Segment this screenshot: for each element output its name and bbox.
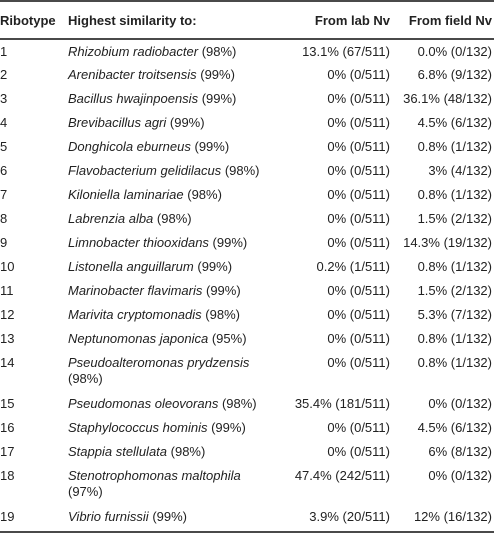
species-cell — [64, 255, 276, 279]
species-name: Flavobacterium gelidilacus — [68, 163, 222, 178]
header-similarity: Highest similarity to: — [64, 1, 276, 39]
species-name: Labrenzia alba — [68, 211, 154, 226]
table-row — [0, 279, 494, 303]
similarity-percent: (99%) — [197, 259, 233, 274]
field-nv-cell: 1.5% (2/132) — [417, 283, 492, 298]
table-row — [0, 183, 494, 207]
lab-nv-cell: 47.4% (242/511) — [294, 468, 390, 483]
table-row — [0, 207, 494, 231]
ribotype-cell: 13 — [0, 331, 15, 346]
species-cell — [64, 135, 276, 159]
lab-nv-cell: 0% (0/511) — [327, 283, 390, 298]
lab-nv-cell: 0% (0/511) — [327, 139, 390, 154]
field-nv-cell: 0.8% (1/132) — [417, 259, 492, 274]
lab-nv-cell: 0% (0/511) — [327, 67, 390, 82]
species-name: Bacillus hwajinpoensis — [68, 91, 199, 106]
header-row — [0, 1, 494, 39]
species-cell — [64, 231, 276, 255]
ribotype-cell: 14 — [0, 355, 15, 370]
species-name: Neptunomonas japonica — [68, 331, 209, 346]
similarity-percent: (99%) — [194, 139, 230, 154]
table-row — [0, 327, 494, 351]
table-row — [0, 159, 494, 183]
species-name: Stappia stellulata — [68, 444, 168, 459]
field-nv-cell: 14.3% (19/132) — [403, 235, 492, 250]
species-name: Marivita cryptomonadis — [68, 307, 202, 322]
table-header — [0, 1, 494, 39]
similarity-percent: (98%) — [156, 211, 192, 226]
species-cell — [64, 303, 276, 327]
ribotype-cell: 7 — [0, 187, 8, 202]
lab-nv-cell: 0% (0/511) — [327, 91, 390, 106]
similarity-percent: (98%) — [170, 444, 206, 459]
lab-nv-cell: 0% (0/511) — [327, 420, 390, 435]
ribotype-cell: 17 — [0, 444, 15, 459]
species-cell — [64, 159, 276, 183]
similarity-percent: (98%) — [224, 163, 260, 178]
similarity-percent: (95%) — [211, 331, 247, 346]
field-nv-cell: 0.8% (1/132) — [417, 331, 492, 346]
species-name: Staphylococcus hominis — [68, 420, 208, 435]
field-nv-cell: 0.0% (0/132) — [417, 44, 492, 59]
similarity-percent: (97%) — [68, 484, 103, 499]
lab-nv-cell: 0% (0/511) — [327, 163, 390, 178]
species-cell — [64, 279, 276, 303]
species-name: Donghicola eburneus — [68, 139, 191, 154]
field-nv-cell: 0.8% (1/132) — [417, 187, 492, 202]
species-name: Arenibacter troitsensis — [68, 67, 197, 82]
ribotype-cell: 15 — [0, 396, 15, 411]
species-cell — [64, 63, 276, 87]
field-nv-cell: 6% (8/132) — [428, 444, 492, 459]
species-cell — [64, 392, 276, 416]
field-nv-cell: 0.8% (1/132) — [417, 139, 492, 154]
field-nv-cell: 4.5% (6/132) — [417, 420, 492, 435]
table-row — [0, 87, 494, 111]
species-cell — [64, 207, 276, 231]
lab-nv-cell: 3.9% (20/511) — [276, 505, 392, 532]
ribotype-cell: 1 — [0, 44, 8, 59]
header-lab: From lab Nv — [276, 1, 392, 39]
species-cell — [64, 351, 276, 392]
lab-nv-cell: 0% (0/511) — [327, 355, 390, 370]
lab-nv-cell: 0% (0/511) — [327, 331, 390, 346]
lab-nv-cell: 0% (0/511) — [327, 187, 390, 202]
species-name: Rhizobium radiobacter — [68, 44, 199, 59]
table-body — [0, 39, 494, 532]
field-nv-cell: 5.3% (7/132) — [417, 307, 492, 322]
species-name: Listonella anguillarum — [68, 259, 194, 274]
species-name: Limnobacter thiooxidans — [68, 235, 209, 250]
species-name: Marinobacter flavimaris — [68, 283, 203, 298]
species-cell — [64, 327, 276, 351]
field-nv-cell: 0% (0/132) — [428, 396, 492, 411]
ribotype-cell: 8 — [0, 211, 8, 226]
species-cell — [64, 464, 276, 505]
similarity-percent: (98%) — [187, 187, 222, 202]
table-row — [0, 464, 494, 505]
field-nv-cell: 6.8% (9/132) — [417, 67, 492, 82]
similarity-percent: (99%) — [152, 509, 187, 524]
ribotype-cell: 5 — [0, 139, 8, 154]
similarity-percent: (99%) — [212, 235, 248, 250]
table-row — [0, 505, 494, 532]
ribotype-cell: 12 — [0, 307, 15, 322]
lab-nv-cell: 13.1% (67/511) — [302, 44, 390, 59]
species-name: Pseudoalteromonas prydzensis — [68, 355, 250, 370]
species-cell — [64, 416, 276, 440]
field-nv-cell: 36.1% (48/132) — [403, 91, 492, 106]
lab-nv-cell: 0% (0/511) — [327, 235, 390, 250]
ribotype-cell: 3 — [0, 91, 8, 106]
field-nv-cell: 3% (4/132) — [428, 163, 492, 178]
field-nv-cell: 0.8% (1/132) — [417, 355, 492, 370]
field-nv-cell: 1.5% (2/132) — [417, 211, 492, 226]
ribotype-cell: 6 — [0, 163, 8, 178]
species-cell — [64, 111, 276, 135]
species-cell — [64, 505, 276, 532]
lab-nv-cell: 0% (0/511) — [327, 307, 390, 322]
similarity-percent: (98%) — [221, 396, 257, 411]
header-field: From field Nv — [392, 1, 494, 39]
table-row — [0, 39, 494, 63]
lab-nv-cell: 0.2% (1/511) — [316, 259, 390, 274]
field-nv-cell: 4.5% (6/132) — [417, 115, 492, 130]
ribotype-cell: 16 — [0, 420, 15, 435]
lab-nv-cell: 0% (0/511) — [327, 211, 390, 226]
ribotype-cell: 10 — [0, 259, 15, 274]
ribotype-cell: 11 — [0, 283, 14, 298]
species-name: Kiloniella laminariae — [68, 187, 184, 202]
field-nv-cell: 12% (16/132) — [392, 505, 494, 532]
header-ribotype: Ribotype — [0, 1, 64, 39]
ribotype-cell: 2 — [0, 67, 8, 82]
similarity-percent: (99%) — [211, 420, 246, 435]
similarity-percent: (99%) — [206, 283, 241, 298]
table-row — [0, 392, 494, 416]
table-row — [0, 351, 494, 392]
species-cell — [64, 440, 276, 464]
table-row — [0, 231, 494, 255]
species-cell — [64, 39, 276, 63]
table-row — [0, 111, 494, 135]
ribotype-cell: 4 — [0, 115, 8, 130]
table-row — [0, 135, 494, 159]
ribotype-cell: 18 — [0, 468, 15, 483]
species-name: Brevibacillus agri — [68, 115, 167, 130]
species-name: Pseudomonas oleovorans — [68, 396, 219, 411]
species-cell — [64, 183, 276, 207]
table-row — [0, 63, 494, 87]
similarity-percent: (98%) — [68, 371, 103, 386]
table-row — [0, 416, 494, 440]
species-name: Vibrio furnissii — [68, 509, 149, 524]
table-row — [0, 440, 494, 464]
similarity-percent: (98%) — [205, 307, 240, 322]
similarity-percent: (99%) — [200, 67, 235, 82]
similarity-percent: (99%) — [169, 115, 205, 130]
species-cell — [64, 87, 276, 111]
similarity-percent: (98%) — [201, 44, 237, 59]
table-row — [0, 255, 494, 279]
field-nv-cell: 0% (0/132) — [428, 468, 492, 483]
lab-nv-cell: 35.4% (181/511) — [294, 396, 390, 411]
species-name: Stenotrophomonas maltophila — [68, 468, 241, 483]
ribotype-cell: 9 — [0, 235, 8, 250]
similarity-percent: (99%) — [201, 91, 237, 106]
lab-nv-cell: 0% (0/511) — [327, 115, 390, 130]
lab-nv-cell: 0% (0/511) — [327, 444, 390, 459]
table-row — [0, 303, 494, 327]
ribotype-cell: 19 — [0, 505, 64, 532]
